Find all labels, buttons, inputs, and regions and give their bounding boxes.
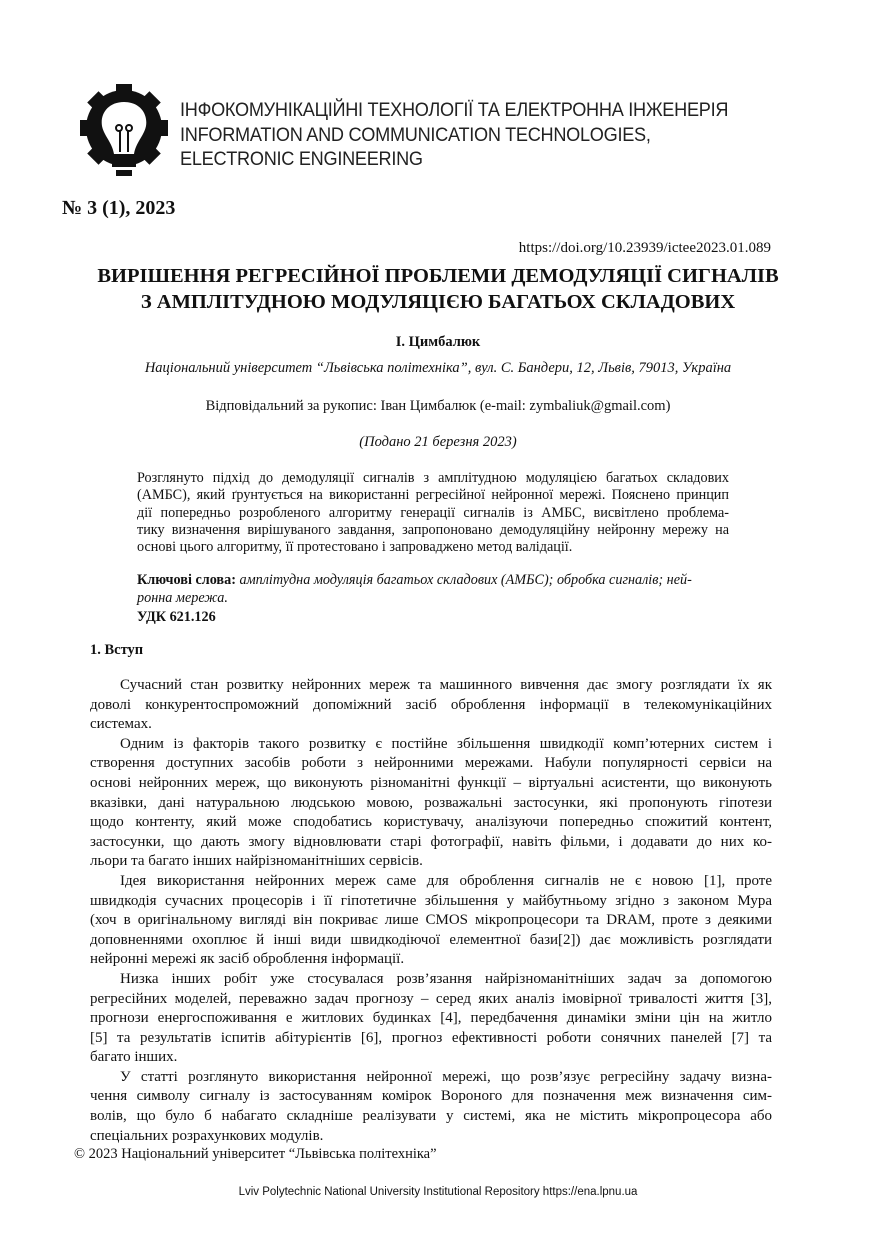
issue-number: № 3 (1), 2023 <box>62 197 176 219</box>
text-line: (хоч в оригінальному вигляді він покриває лише CMOS мікропроцесори та DRAM, проте з деякими <box>90 912 772 929</box>
abstract-line: (АМБС), який ґрунтується на використанні регресійної нейронної мережі. Пояснено принцип <box>137 487 729 504</box>
text-line: застосунки, що дають змогу відновлювати старі фотографії, навіть фільми, і додавати до них ко- <box>90 833 772 850</box>
keywords-text: ронна мережа. <box>137 589 228 606</box>
text-line: волів, що було б набагато складніше реалізувати у системі, яка не містить мікропроцесора або <box>90 1108 772 1125</box>
journal-title-line: ІНФОКОМУНІКАЦІЙНІ ТЕХНОЛОГІЇ ТА ЕЛЕКТРОННА ІНЖЕНЕРІЯ <box>180 99 729 121</box>
title-line: ВИРІШЕННЯ РЕГРЕСІЙНОЇ ПРОБЛЕМИ ДЕМОДУЛЯЦІЇ СИГНАЛІВ <box>97 265 779 287</box>
doi-link[interactable]: https://doi.org/10.23939/ictee2023.01.089 <box>518 240 771 256</box>
abstract-line: основі цього алгоритму, її протестовано і запроваджено метод валідації. <box>137 539 573 556</box>
abstract-line: Розглянуто підхід до демодуляції сигналів з амплітудною модуляцією багатьох складових <box>137 470 729 486</box>
body-text <box>90 676 772 1146</box>
text-line: доволі конкурентоспроможний допоміжний засіб оброблення інформації в телекомунікаційних <box>90 696 772 713</box>
title-line: З АМПЛІТУДНОЮ МОДУЛЯЦІЄЮ БАГАТЬОХ СКЛАДОВИХ <box>140 291 736 313</box>
paragraph <box>90 676 772 735</box>
text-line: льори та багато інших найрізноманітніших сервісів. <box>90 853 423 870</box>
journal-logo <box>78 84 170 182</box>
paragraph <box>90 1068 772 1146</box>
text-line: щодо контенту, який може сподобатись користувачу, аналізуючи попередньо спожитий контент, <box>90 814 772 831</box>
repository-footer: Lviv Polytechnic National University Institutional Repository https://ena.lpnu.ua <box>238 1186 638 1198</box>
copyright: © 2023 Національний університет “Львівська політехніка” <box>74 1146 437 1162</box>
text-line: Сучасний стан розвитку нейронних мереж та машинного вивчення дає змогу розглядати їх як <box>120 677 772 693</box>
udc: УДК 621.126 <box>137 609 216 625</box>
author: І. Цимбалюк <box>395 334 481 350</box>
journal-title <box>180 98 728 172</box>
text-line: спеціальних розрахункових модулів. <box>90 1127 324 1144</box>
text-line: прогнози енергоспоживання е житлових будинках [4], передбачення динаміки зміни цін на житло <box>90 1010 772 1027</box>
text-line: У статті розглянуто використання нейронної мережі, що розв’язує регресійну задачу визна- <box>120 1068 772 1085</box>
keywords-text: амплітудна модуляція багатьох складових (АМБС); обробка сигналів; ней- <box>239 572 692 588</box>
submission-date: (Подано 21 березня 2023) <box>359 434 517 450</box>
journal-title-line: INFORMATION AND COMMUNICATION TECHNOLOGIES, <box>180 123 651 146</box>
text-line: багато інших. <box>90 1049 178 1066</box>
text-line: швидкодія сучасних процесорів і її гіпотетичне збільшення у майбутньому згідно з законом Мура <box>90 892 772 909</box>
journal-title-line: ELECTRONIC ENGINEERING <box>180 148 423 170</box>
text-line: створення доступних засобів роботи з нейронними мережами. Набули популярності сервіси на <box>90 755 772 772</box>
text-line: доповненнями охоплює й інші види швидкодіючої елементної бази[2]) дає можливість розглядати <box>90 931 772 948</box>
gear-lightbulb-icon <box>78 84 170 182</box>
abstract-line: тику визначення вирішуваного завдання, запропоновано демодуляційну нейронну мережу на <box>137 521 729 538</box>
text-line: системах. <box>90 716 152 733</box>
paragraph <box>90 872 772 970</box>
text-line: чення символу сигналу із застосуванням комірок Вороного для позначення меж визначення сим- <box>90 1088 772 1105</box>
text-line: нейронні мережі як засіб оброблення інформації. <box>90 951 405 968</box>
text-line: основі нейронних мереж, що виконують різноманітні функції – віртуальні асистенти, що виконують <box>90 774 772 791</box>
text-line: регресійних моделей, переважно задач прогнозу – серед яких аналіз імовірної тривалості життя [3], <box>90 990 772 1007</box>
keywords-label: Ключові слова: <box>137 572 236 588</box>
affiliation: Національний університет “Львівська політехніка”, вул. С. Бандери, 12, Львів, 79013, Україна <box>144 360 732 376</box>
abstract <box>137 470 729 556</box>
paragraph <box>90 735 772 872</box>
corresponding-author: Відповідальний за рукопис: Іван Цимбалюк (e-mail: zymbaliuk@gmail.com) <box>205 398 671 414</box>
abstract-line: дії попередньо розробленого алгоритму генерації сигналів із АМБС, висвітлено проблема- <box>137 504 729 521</box>
text-line: Низка інших робіт уже стосувалася розв’язання найрізноманітніших задач за допомогою <box>120 970 772 987</box>
text-line: вказівки, дані натуральною людською мовою, розважальні застосунки, які пропонують гіпотези <box>90 794 772 811</box>
keywords <box>137 572 729 627</box>
section-heading: 1. Вступ <box>90 642 144 658</box>
paragraph <box>90 970 772 1068</box>
text-line: [5] та результатів іспитів абітурієнтів [6], прогноз ефективності роботи сонячних панелей [7] та <box>90 1029 772 1046</box>
text-line: Ідея використання нейронних мереж саме для оброблення сигналів не є новою [1], проте <box>120 872 772 889</box>
article-title <box>0 263 876 315</box>
text-line: Одним із факторів такого розвитку є постійне збільшення швидкодії комп’ютерних систем і <box>120 735 772 752</box>
